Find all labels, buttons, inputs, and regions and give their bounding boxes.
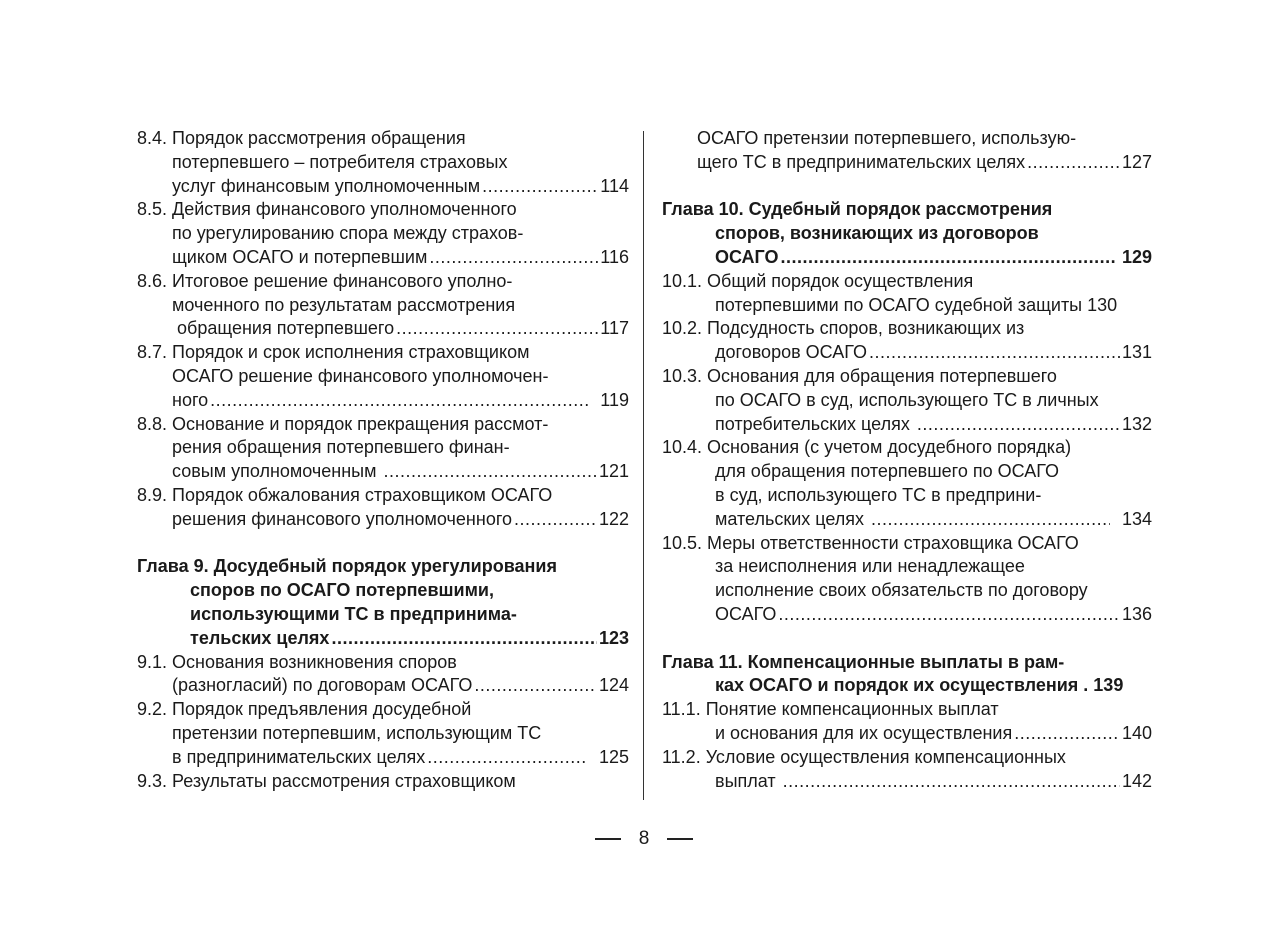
- toc-line: [662, 222, 1152, 246]
- toc-entry-text: и основания для их осуществления: [715, 722, 1013, 743]
- toc-line: [662, 698, 1152, 722]
- toc-page-number: 125: [588, 746, 629, 767]
- toc-page-number: 127: [1121, 151, 1152, 172]
- toc-entry-text: в предпринимательских целях: [172, 746, 426, 767]
- toc-line: [662, 508, 1152, 532]
- toc-page-number: 123: [598, 627, 629, 648]
- dot-leader: [917, 413, 1120, 437]
- toc-line: [137, 460, 629, 484]
- toc-page-number: 142: [1121, 770, 1152, 791]
- dot-leader: [778, 603, 1120, 627]
- toc-right-column: [662, 127, 1152, 793]
- toc-entry-text: 10.5. Меры ответственности страховщика ОСАГО: [662, 532, 1079, 553]
- dot-leader: [429, 246, 598, 270]
- footer-dash-left: [595, 838, 621, 840]
- toc-page-number: 132: [1121, 413, 1152, 434]
- toc-line: [137, 770, 629, 794]
- toc-line: [662, 555, 1152, 579]
- toc-line: [662, 770, 1152, 794]
- dot-leader: [781, 246, 1115, 270]
- toc-line: [137, 341, 629, 365]
- toc-page-number: 121: [598, 461, 629, 482]
- toc-line: [137, 651, 629, 675]
- toc-page-number: 122: [598, 508, 629, 529]
- toc-entry-text: в суд, использующего ТС в предприни-: [715, 484, 1042, 505]
- toc-entry-text: совым уполномоченным: [172, 461, 382, 482]
- toc-line: [137, 270, 629, 294]
- toc-line: [662, 365, 1152, 389]
- toc-entry-text: ОСАГО: [715, 246, 779, 267]
- toc-entry-text: исполнение своих обязательств по договору: [715, 580, 1088, 601]
- toc-line: [137, 151, 629, 175]
- section-gap: [137, 532, 629, 556]
- toc-entry-text: щиком ОСАГО и потерпевшим: [172, 246, 428, 267]
- toc-entry-text: 11.2. Условие осуществления компенсационных: [662, 746, 1066, 767]
- toc-line: [662, 579, 1152, 603]
- toc-line: [662, 746, 1152, 770]
- dot-leader: [331, 627, 597, 651]
- toc-entry-text: споров по ОСАГО потерпевшими,: [190, 580, 494, 601]
- toc-entry-text: за неисполнения или ненадлежащее: [715, 556, 1025, 577]
- toc-entry-text: Глава 9. Досудебный порядок урегулирования: [137, 556, 557, 577]
- toc-entry-text: 10.1. Общий порядок осуществления: [662, 270, 974, 291]
- toc-entry-text: моченного по результатам рассмотрения: [172, 294, 516, 315]
- toc-line: [137, 746, 629, 770]
- toc-entry-text: претензии потерпевшим, использующим ТС: [172, 722, 542, 743]
- page-number: 8: [638, 828, 650, 849]
- toc-line: [137, 127, 629, 151]
- toc-line: [662, 151, 1152, 175]
- toc-line: [662, 674, 1152, 698]
- toc-entry-text: щего ТС в предпринимательских целях: [697, 151, 1026, 172]
- toc-line: [137, 508, 629, 532]
- toc-line: [137, 484, 629, 508]
- toc-entry-text: использующими ТС в предпринима-: [190, 603, 517, 624]
- toc-entry-text: Глава 11. Компенсационные выплаты в рам-: [662, 651, 1065, 672]
- toc-line: [662, 603, 1152, 627]
- toc-line: [137, 222, 629, 246]
- toc-entry-text: 10.3. Основания для обращения потерпевшего: [662, 365, 1057, 386]
- toc-entry-text: потерпевшего – потребителя страховых: [172, 151, 508, 172]
- column-divider: [643, 131, 644, 800]
- toc-entry-text: потерпевшими по ОСАГО судебной защиты 130: [715, 294, 1118, 315]
- toc-page-number: 134: [1111, 508, 1152, 529]
- toc-line: [137, 175, 629, 199]
- toc-entry-text: Глава 10. Судебный порядок рассмотрения: [662, 199, 1053, 220]
- toc-entry-text: мательских целях: [715, 508, 870, 529]
- toc-entry-text: по ОСАГО в суд, использующего ТС в личных: [715, 389, 1099, 410]
- dot-leader: [210, 389, 588, 413]
- page-footer: [0, 828, 1288, 850]
- toc-entry-text: 8.5. Действия финансового уполномоченного: [137, 199, 517, 220]
- footer-dash-right: [667, 838, 693, 840]
- toc-line: [137, 603, 629, 627]
- toc-entry-text: (разногласий) по договорам ОСАГО: [172, 675, 473, 696]
- toc-entry-text: договоров ОСАГО: [715, 342, 867, 363]
- toc-line: [662, 460, 1152, 484]
- toc-line: [137, 413, 629, 437]
- toc-line: [662, 651, 1152, 675]
- toc-entry-text: потребительских целях: [715, 413, 915, 434]
- toc-line: [662, 198, 1152, 222]
- dot-leader: [427, 746, 587, 770]
- toc-line: [662, 722, 1152, 746]
- toc-entry-text: 9.3. Результаты рассмотрения страховщиком: [137, 770, 516, 791]
- toc-entry-text: 8.4. Порядок рассмотрения обращения: [137, 128, 466, 148]
- toc-page-number: 116: [600, 246, 629, 267]
- toc-line: [137, 436, 629, 460]
- toc-line: [137, 555, 629, 579]
- dot-leader: [482, 175, 598, 199]
- toc-line: [662, 270, 1152, 294]
- toc-entry-text: обращения потерпевшего: [172, 318, 395, 339]
- toc-page-number: 124: [598, 675, 629, 696]
- toc-line: [137, 317, 629, 341]
- toc-entry-text: для обращения потерпевшего по ОСАГО: [715, 461, 1059, 482]
- toc-entry-text: 8.9. Порядок обжалования страховщиком ОСАГО: [137, 484, 553, 505]
- dot-leader: [474, 674, 597, 698]
- toc-entry-text: 11.1. Понятие компенсационных выплат: [662, 699, 999, 720]
- toc-entry-text: 9.2. Порядок предъявления досудебной: [137, 699, 472, 720]
- toc-page-number: 117: [600, 318, 629, 339]
- toc-line: [137, 627, 629, 651]
- toc-entry-text: ОСАГО решение финансового уполномочен-: [172, 365, 549, 386]
- toc-page-number: 140: [1121, 722, 1152, 743]
- toc-line: [662, 484, 1152, 508]
- dot-leader: [869, 341, 1120, 365]
- section-gap: [662, 627, 1152, 651]
- toc-entry-text: 10.2. Подсудность споров, возникающих из: [662, 318, 1025, 339]
- toc-entry-text: ного: [172, 389, 209, 410]
- toc-page-number: 129: [1116, 246, 1152, 267]
- toc-line: [662, 413, 1152, 437]
- dot-leader: [1027, 151, 1120, 175]
- toc-line: [662, 246, 1152, 270]
- dot-leader: [514, 508, 597, 532]
- toc-page-number: 114: [600, 175, 629, 196]
- toc-entry-text: выплат: [715, 770, 781, 791]
- toc-entry-text: решения финансового уполномоченного: [172, 508, 513, 529]
- toc-entry-text: по урегулированию спора между страхов-: [172, 223, 524, 244]
- toc-line: [137, 246, 629, 270]
- toc-page-number: 136: [1121, 603, 1152, 624]
- toc-line: [137, 389, 629, 413]
- toc-line: [662, 389, 1152, 413]
- toc-line: [137, 198, 629, 222]
- dot-leader: [1014, 722, 1120, 746]
- toc-entry-text: ОСАГО претензии потерпевшего, использую-: [697, 128, 1077, 148]
- toc-entry-text: 9.1. Основания возникновения споров: [137, 651, 457, 672]
- toc-left-column: [137, 127, 629, 793]
- toc-line: [137, 698, 629, 722]
- dot-leader: [383, 460, 596, 484]
- dot-leader: [871, 508, 1110, 532]
- toc-entry-text: тельских целях: [190, 627, 330, 648]
- toc-line: [662, 294, 1152, 318]
- toc-entry-text: ОСАГО: [715, 603, 777, 624]
- toc-entry-text: рения обращения потерпевшего финан-: [172, 437, 510, 458]
- toc-line: [137, 365, 629, 389]
- dot-leader: [783, 770, 1120, 794]
- toc-page-number: 131: [1121, 342, 1152, 363]
- toc-line: [662, 127, 1152, 151]
- toc-line: [662, 341, 1152, 365]
- toc-entry-text: услуг финансовым уполномоченным: [172, 175, 481, 196]
- toc-line: [137, 579, 629, 603]
- toc-line: [137, 294, 629, 318]
- dot-leader: [396, 317, 598, 341]
- toc-line: [137, 722, 629, 746]
- section-gap: [662, 175, 1152, 199]
- toc-page-number: 119: [590, 389, 629, 410]
- toc-line: [662, 532, 1152, 556]
- toc-line: [662, 317, 1152, 341]
- toc-entry-text: ках ОСАГО и порядок их осуществления . 139: [715, 675, 1124, 696]
- toc-entry-text: 8.8. Основание и порядок прекращения рассмот-: [137, 413, 549, 434]
- toc-line: [662, 436, 1152, 460]
- toc-entry-text: 8.7. Порядок и срок исполнения страховщиком: [137, 342, 530, 363]
- toc-entry-text: 10.4. Основания (с учетом досудебного порядка): [662, 437, 1072, 458]
- toc-entry-text: 8.6. Итоговое решение финансового уполно-: [137, 270, 513, 291]
- toc-entry-text: споров, возникающих из договоров: [715, 223, 1039, 244]
- toc-line: [137, 674, 629, 698]
